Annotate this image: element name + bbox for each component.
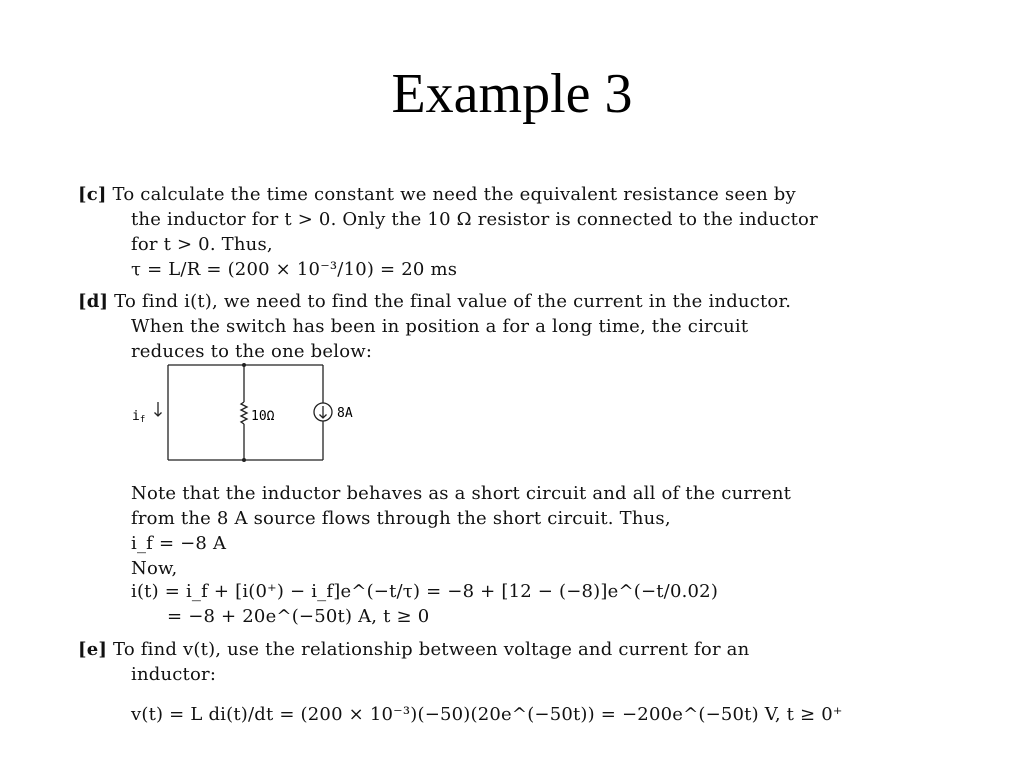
part-d-line-5: from the 8 A source flows through the short circuit. Thus, [131, 508, 671, 529]
part-e-line-3: v(t) = L di(t)/dt = (200 × 10⁻³)(−50)(20e^(−50t)) = −200e^(−50t) V, t ≥ 0⁺ [131, 704, 843, 725]
part-d-line-1 [78, 291, 791, 312]
part-c-line-3: for t > 0. Thus, [131, 234, 273, 255]
circuit-source-label: 8A [337, 406, 353, 421]
part-e-line-2: inductor: [131, 664, 217, 685]
part-d-line-4: Note that the inductor behaves as a short circuit and all of the current [131, 483, 792, 504]
circuit-resistor-label: 10Ω [251, 409, 275, 424]
part-e-tag: [e] [78, 639, 108, 660]
part-e-text-1: To find v(t), use the relationship between voltage and current for an [113, 639, 750, 660]
circuit-current-label: if [132, 409, 146, 425]
part-d-line-3: reduces to the one below: [131, 341, 373, 362]
part-d-line-7: Now, [131, 558, 178, 579]
part-d-line-8: i(t) = i_f + [i(0⁺) − i_f]e^(−t/τ) = −8 + [12 − (−8)]e^(−t/0.02) [131, 581, 719, 602]
part-c-line-4: τ = L/R = (200 × 10⁻³/10) = 20 ms [131, 259, 458, 280]
part-d-line-9: = −8 + 20e^(−50t) A, t ≥ 0 [167, 606, 430, 627]
circuit-diagram [120, 356, 380, 468]
part-c-line-1 [78, 184, 796, 205]
part-d-text-1: To find i(t), we need to find the final value of the current in the inductor. [114, 291, 792, 312]
part-e-line-1 [78, 639, 749, 660]
part-d-line-2: When the switch has been in position a for a long time, the circuit [131, 316, 749, 337]
part-d-tag: [d] [78, 291, 109, 312]
page-title: Example 3 [391, 63, 633, 125]
part-c-tag: [c] [78, 184, 107, 205]
part-c-text-1: To calculate the time constant we need the equivalent resistance seen by [112, 184, 796, 205]
part-d-line-6: i_f = −8 A [131, 533, 227, 554]
part-c-line-2: the inductor for t > 0. Only the 10 Ω resistor is connected to the inductor [131, 209, 818, 230]
